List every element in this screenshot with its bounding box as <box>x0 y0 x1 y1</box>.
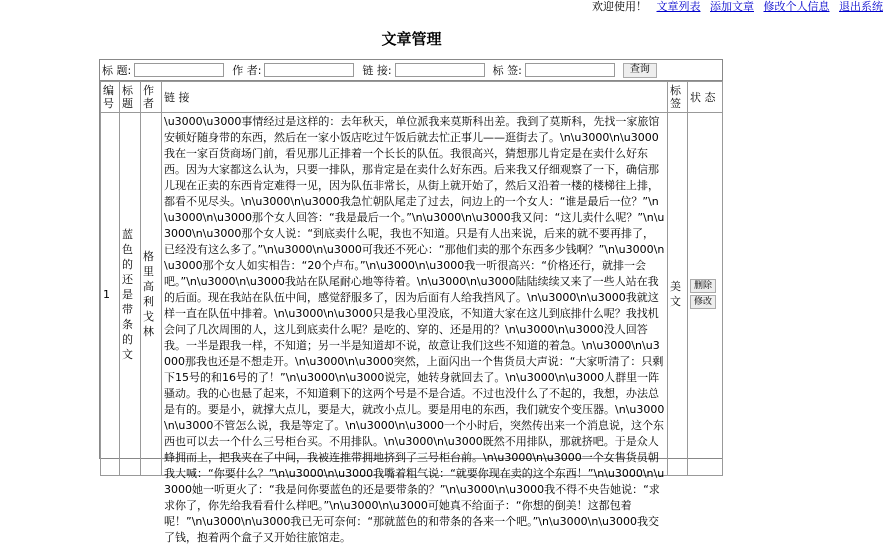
header-status: 状 态 <box>688 82 723 113</box>
filter-bar <box>100 60 722 81</box>
header-tag: 标签 <box>668 82 688 113</box>
top-bar <box>0 0 887 14</box>
cell-title: 蓝色的还是带条的文 <box>120 113 141 476</box>
header-link: 链 接 <box>162 82 668 113</box>
logout-link[interactable]: 退出系统 <box>839 0 883 13</box>
welcome-text: 欢迎使用！ <box>592 0 647 13</box>
delete-button[interactable]: 删除 <box>690 279 716 293</box>
page-title: 文章管理 <box>381 30 442 48</box>
cell-status <box>688 113 723 476</box>
table-row <box>101 113 723 476</box>
add-article-link[interactable]: 添加文章 <box>710 0 754 13</box>
header-id: 编号 <box>101 82 120 113</box>
tag-filter-input[interactable] <box>525 63 615 77</box>
query-button[interactable]: 查询 <box>623 63 657 78</box>
link-filter-input[interactable] <box>395 63 485 77</box>
edit-button[interactable]: 修改 <box>690 295 716 309</box>
author-filter-label: 作 者: <box>232 64 262 77</box>
table-header-row <box>101 82 723 113</box>
article-list-link[interactable]: 文章列表 <box>656 0 701 13</box>
cell-id: 1 <box>101 113 120 476</box>
author-filter-input[interactable] <box>264 63 354 77</box>
article-panel <box>99 59 723 544</box>
edit-profile-link[interactable]: 修改个人信息 <box>763 0 830 13</box>
title-filter-input[interactable] <box>134 63 224 77</box>
title-filter-label: 标 题: <box>102 64 132 77</box>
header-title: 标题 <box>120 82 141 113</box>
cell-tag: 美文 <box>668 113 688 476</box>
tag-filter-label: 标 签: <box>492 64 522 77</box>
article-table <box>100 81 723 544</box>
cell-link <box>162 113 668 544</box>
link-filter-label: 链 接: <box>362 64 392 77</box>
article-content-text: \u3000\u3000事情经过是这样的：去年秋天，单位派我来莫斯科出差。我到了莫斯科，先找一家旅馆安顿好随身带的东西，然后在一家小饭店吃过午饭后就去忙正事儿——逛街去了。\n\u3000\n\u3000我在一家百货商场门前，看见那儿正排着一个长长的队伍。我很高兴，猜想那儿肯定是在卖什么好东西。因为大家都这么认为，只要一排队，那肯定是在卖什么好东西。后来我又仔细观察了一下，确信那儿现在正卖的东西肯定难得一见，因为队伍非常长，从街上就开始了，然后又沿着一楼的楼梯往上排，都看不见尽头。\n\u3000\n\u3000我急忙朝队尾走了过去，问边上的一个女人：“谁是最后一位？”\n\u3000\n\u3000那个女人回答：“我是最后一个。”\n\u3000\n\u3000我又问：“这儿卖什么呢？”\n\u3000\n\u3000那个女人说：“到底卖什么呢，我也不知道。只是有人出来说，后来的就不要再排了，已经没有这么多了。”\n\u3000\n\u3000可我还不死心：“那他们卖的那个东西多少钱啊？”\n\u3000\n\u3000那个女人如实相告：“20个卢布。”\n\u3000\n\u3000我一听很高兴：“价格还行，就排一会吧。”\n\u3000\n\u3000我站在队尾耐心地等待着。\n\u3000\n\u3000陆陆续续又来了一些人站在我的后面。现在我站在队伍中间，感觉舒服多了，因为后面有人给我挡风了。\n\u3000\n\u3000我就这样一直在队伍中排着。\n\u3000\n\u3000只是我心里没底，不知道大家在这儿到底排什么呢？我找机会问了几次周围的人，这儿到底卖什么呢？是吃的、穿的、还是用的？\n\u3000\n\u3000没人回答我。一半是跟我一样，不知道；另一半是知道却不说，故意让我们这些不知道的着急。\n\u3000\n\u3000那我也还是不想走开。\n\u3000\n\u3000突然，上面闪出一个售货员大声说：“大家听清了：只剩下15号的和16号的了！”\n\u3000\n\u3000说完，她转身就回去了。\n\u3000\n\u3000人群里一阵骚动。我的心也悬了起来，不知道剩下的这两个号是不是合适。不过也没什么了不起的，我想，办法总是有的。要是小，就撑大点儿，要是大，就改小点儿。要是用电的东西，我们就安个变压器。\n\u3000\n\u3000不管怎么说，我是等定了。\n\u3000\n\u3000一个小时后，突然传出来一个消息说，这个东西也可以去一个什么三号柜台买。不用排队。\n\u3000\n\u3000既然不用排队，那就挤吧。于是众人蜂拥而上，把我夹在了中间，我被连推带拥地挤到了三号柜台前。\n\u3000\n\u3000一个女售货员朝我大喊：“你要什么？”\n\u3000\n\u3000我嘴着粗气说：“就要你现在卖的这个东西！”\n\u3000\n\u3000她一听更火了：“我是问你要蓝色的还是要带条的？”\n\u3000\n\u3000我不得不央告她说：“求求你了，你先给我看看什么样吧。”\n\u3000\n\u3000可她真不给面子：“你想的倒美！这都包着呢！”\n\u3000\n\u3000我已无可奈何：“那就蓝色的和带条的各来一个吧。”\n\u3000\n\u3000我交了钱，抱着两个盒子又开始往旅馆走。 <box>164 115 665 544</box>
header-author: 作者 <box>141 82 162 113</box>
cell-author: 格里高利戈林 <box>141 113 162 476</box>
